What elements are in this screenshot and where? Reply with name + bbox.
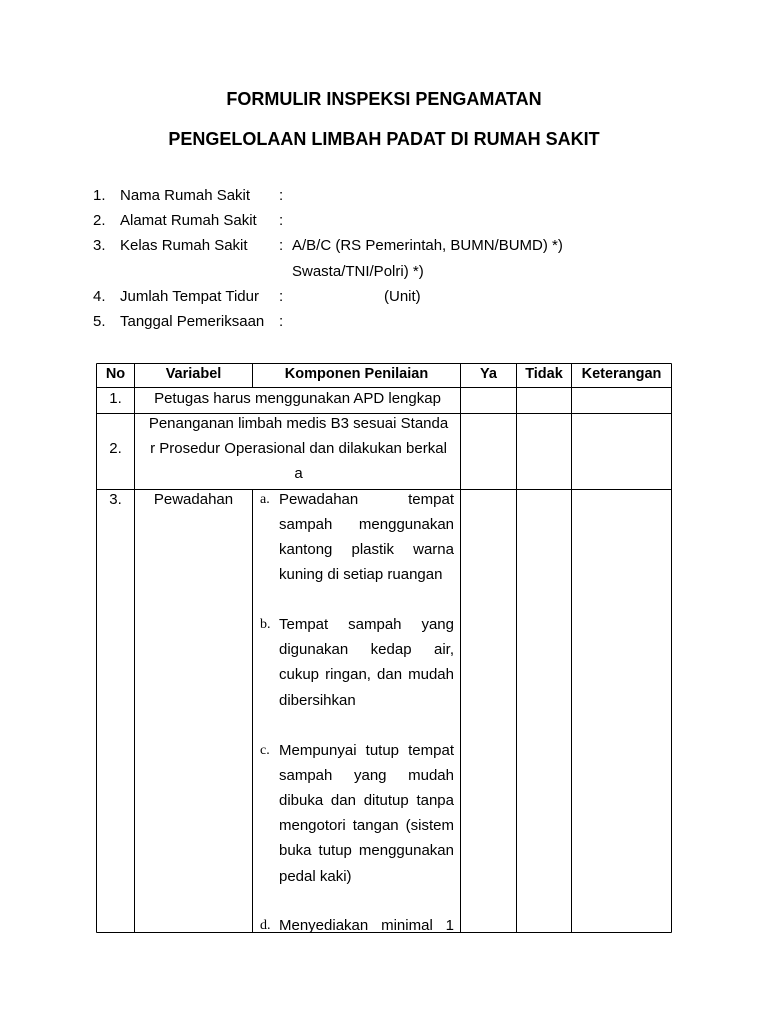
item-line: kantong plastik warna bbox=[279, 541, 454, 558]
item-line: buka tutup menggunakan bbox=[279, 842, 454, 859]
row-text-line: r Prosedur Operasional dan dilakukan berkal bbox=[150, 440, 447, 457]
info-label-jumlah: Jumlah Tempat Tidur bbox=[120, 288, 259, 305]
item-line: pedal kaki) bbox=[279, 868, 352, 885]
row-number: 2. bbox=[109, 440, 122, 457]
item-letter: d. bbox=[260, 918, 271, 933]
item-line: Tempat sampah yang bbox=[279, 616, 454, 633]
info-number: 4. bbox=[93, 288, 106, 305]
item-letter: b. bbox=[260, 617, 271, 632]
item-line: Pewadahan tempat bbox=[279, 491, 454, 508]
item-letter: c. bbox=[260, 743, 270, 758]
row-number: 1. bbox=[109, 390, 122, 407]
item-line: sampah menggunakan bbox=[279, 516, 454, 533]
row-variabel: Pewadahan bbox=[153, 491, 234, 508]
info-label-nama: Nama Rumah Sakit bbox=[120, 187, 251, 204]
info-number: 1. bbox=[93, 187, 106, 204]
item-line: digunakan kedap air, bbox=[279, 641, 454, 658]
row-number: 3. bbox=[109, 491, 122, 508]
item-line: kuning di setiap ruangan bbox=[279, 566, 443, 583]
header-komponen: Komponen Penilaian bbox=[284, 366, 429, 382]
info-colon: : bbox=[279, 212, 284, 229]
info-label-alamat: Alamat Rumah Sakit bbox=[120, 212, 257, 229]
item-letter: a. bbox=[260, 492, 270, 507]
info-number: 5. bbox=[93, 313, 106, 330]
row-text-line: a bbox=[294, 465, 303, 482]
item-line: sampah yang mudah bbox=[279, 767, 454, 784]
header-ya: Ya bbox=[480, 366, 497, 382]
item-line: dibuka dan ditutup tanpa bbox=[279, 792, 454, 809]
header-tidak: Tidak bbox=[525, 366, 563, 382]
info-value-kelas: A/B/C (RS Pemerintah, BUMN/BUMD) *) bbox=[292, 237, 563, 254]
info-colon: : bbox=[279, 187, 284, 204]
item-line: Mempunyai tutup tempat bbox=[279, 742, 454, 759]
info-value-jumlah: (Unit) bbox=[384, 288, 421, 305]
info-colon: : bbox=[279, 237, 284, 254]
info-label-tanggal: Tanggal Pemeriksaan bbox=[120, 313, 265, 330]
info-colon: : bbox=[279, 288, 284, 305]
item-line: mengotori tangan (sistem bbox=[279, 817, 454, 834]
item-line: cukup ringan, dan mudah bbox=[279, 666, 454, 683]
item-line: dibersihkan bbox=[279, 692, 356, 709]
row-text-line: Penanganan limbah medis B3 sesuai Standa bbox=[148, 415, 449, 432]
header-no: No bbox=[105, 366, 126, 382]
form-subtitle: PENGELOLAAN LIMBAH PADAT DI RUMAH SAKIT bbox=[168, 129, 600, 149]
header-keterangan: Keterangan bbox=[581, 366, 662, 382]
item-line: Menyediakan minimal 1 bbox=[279, 917, 454, 934]
info-number: 3. bbox=[93, 237, 106, 254]
row-text: Petugas harus menggunakan APD lengkap bbox=[154, 390, 441, 407]
info-label-kelas: Kelas Rumah Sakit bbox=[120, 237, 248, 254]
info-number: 2. bbox=[93, 212, 106, 229]
form-title: FORMULIR INSPEKSI PENGAMATAN bbox=[226, 89, 542, 109]
info-value-kelas-cont: Swasta/TNI/Polri) *) bbox=[292, 263, 424, 280]
info-colon: : bbox=[279, 313, 284, 330]
header-variabel: Variabel bbox=[165, 366, 222, 382]
